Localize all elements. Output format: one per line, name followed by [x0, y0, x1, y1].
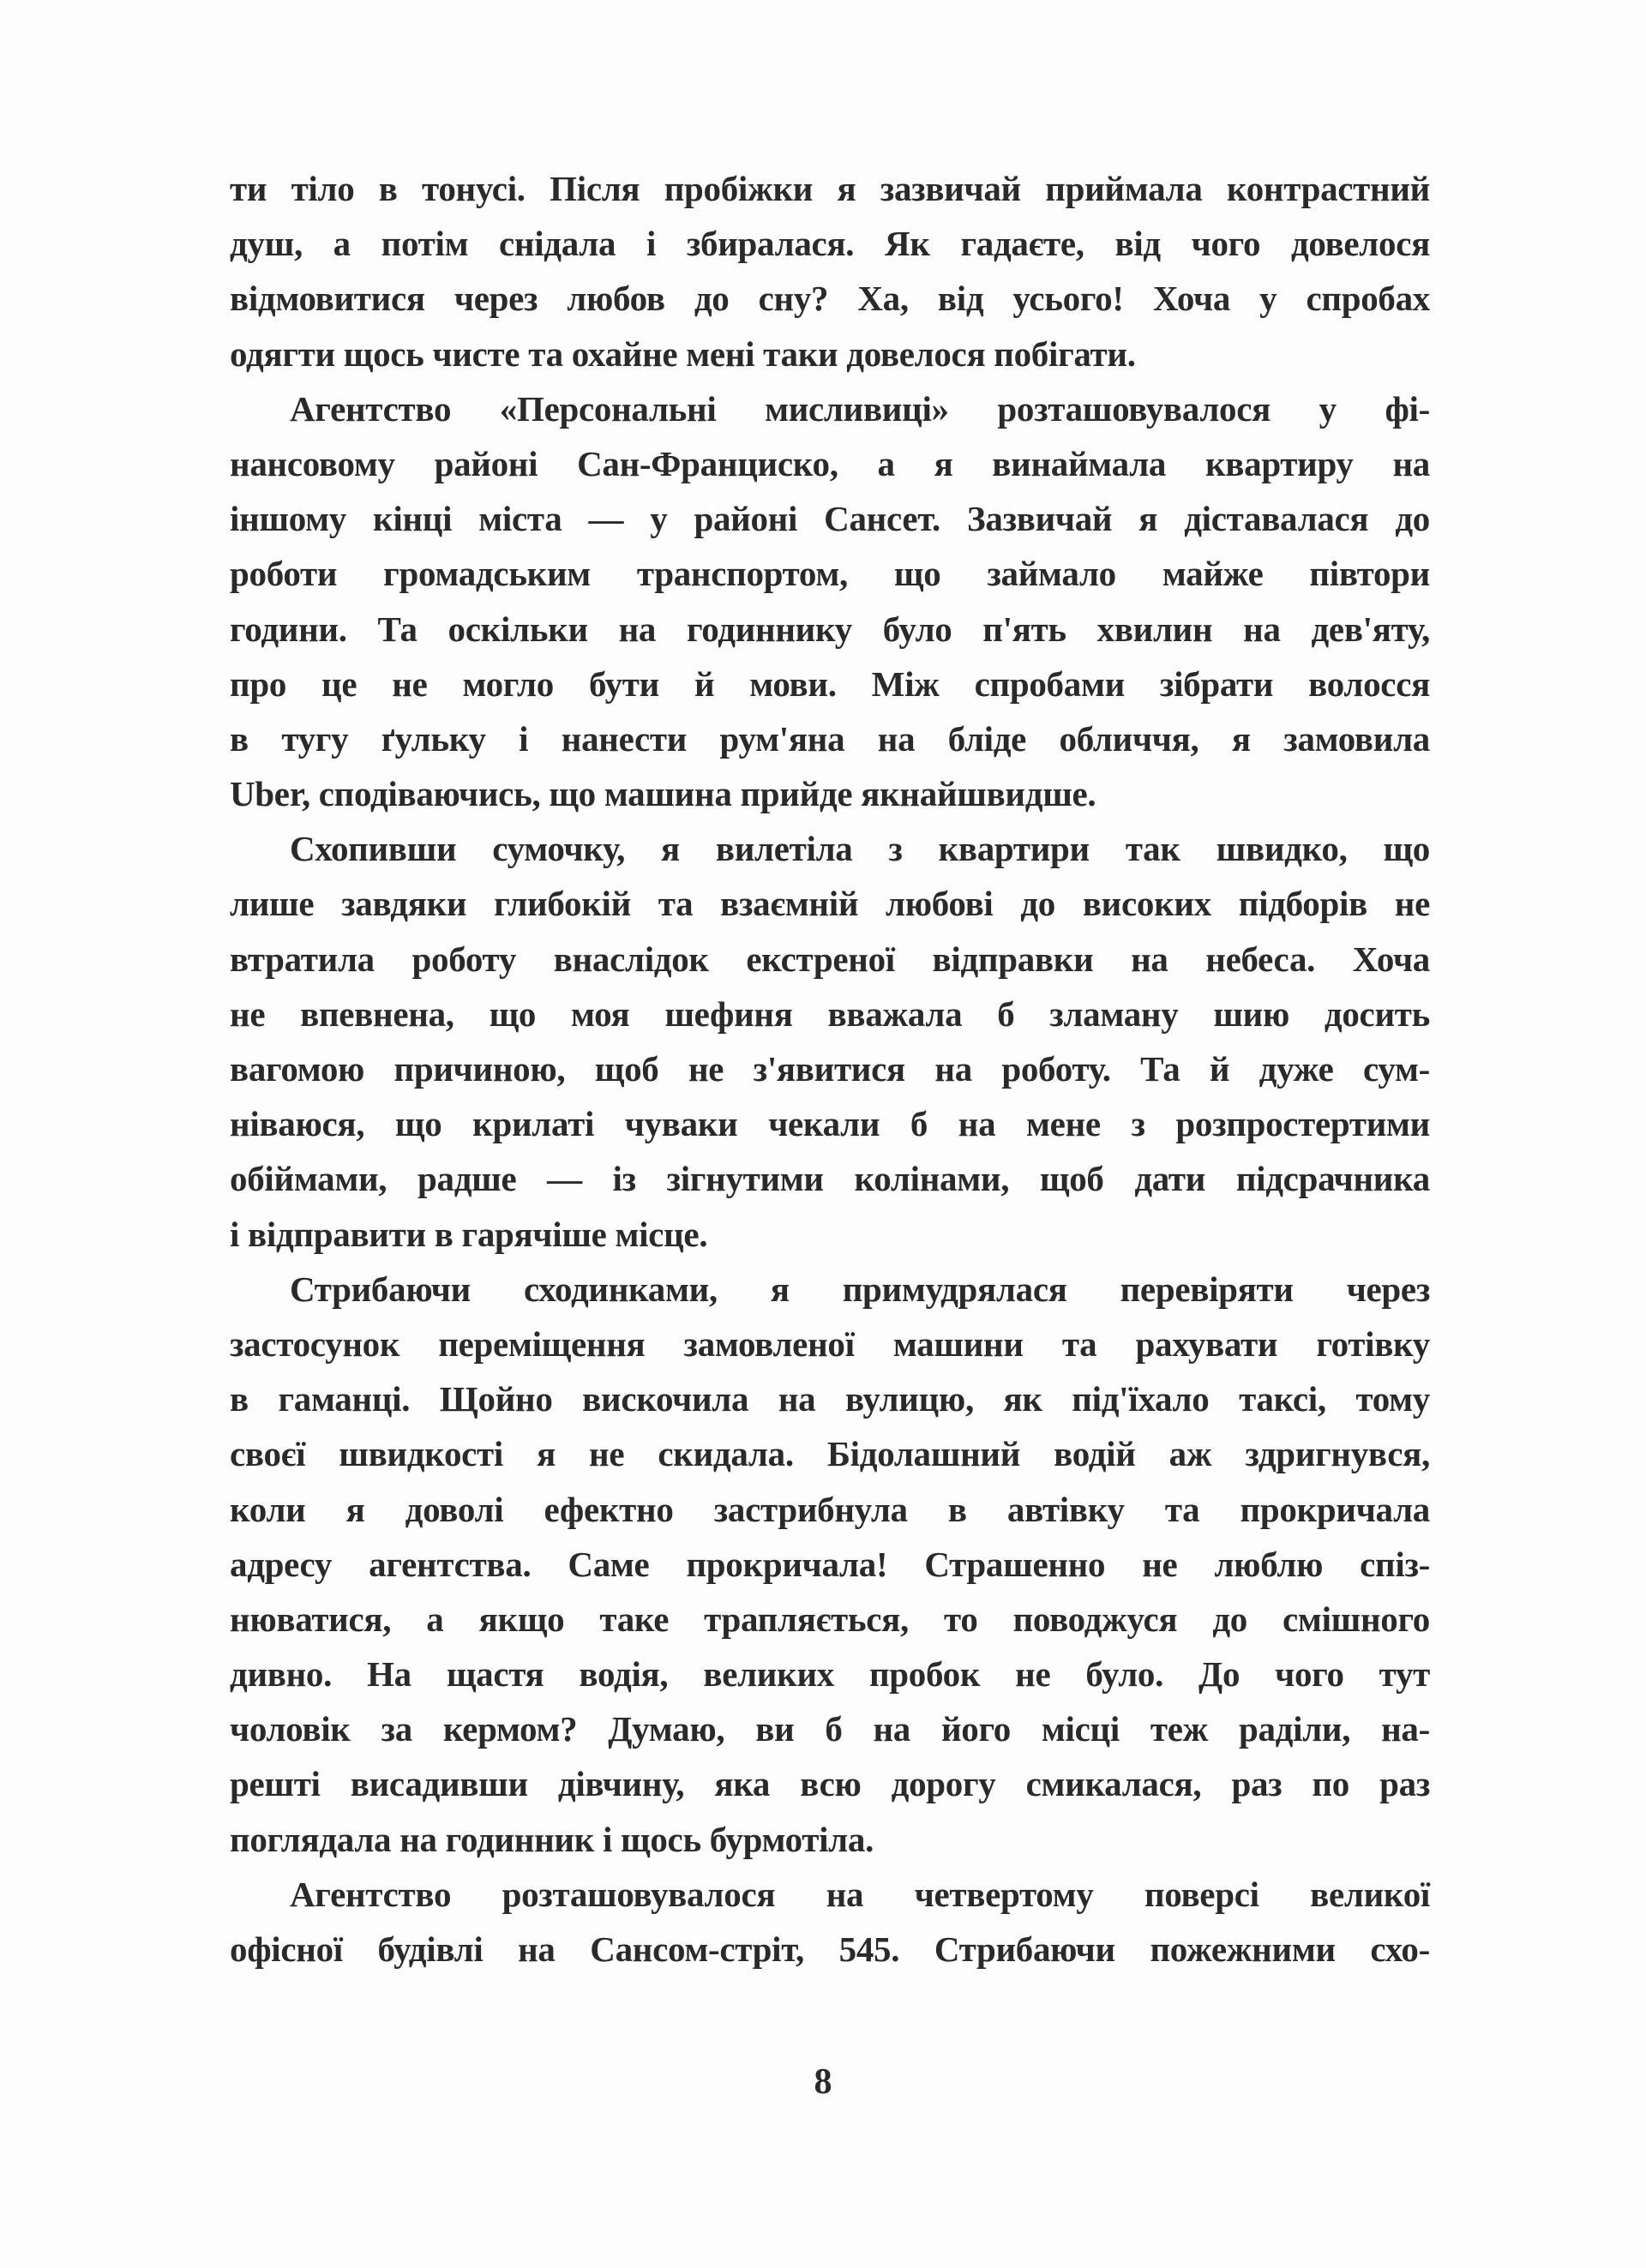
body-text	[230, 161, 1430, 1977]
text-line: адресу агентства. Саме прокричала! Страшенно не люблю спіз-	[230, 1544, 1430, 1584]
text-line: в тугу ґульку і нанести рум'яна на бліде обличчя, я замовила	[230, 718, 1430, 759]
text-line: в гаманці. Щойно вискочила на вулицю, як під'їхало таксі, тому	[230, 1379, 1430, 1419]
paragraph-first-line: Агентство розташовувалося на четвертому поверсі великої	[290, 1874, 1430, 1914]
text-line: нансовому районі Сан-Франциско, а я винаймала квартиру на	[230, 443, 1430, 483]
text-line: дивно. На щастя водія, великих пробок не було. До чого тут	[230, 1654, 1430, 1695]
text-line: коли я доволі ефектно застрибнула в автівку та прокричала	[230, 1489, 1430, 1529]
text-line: поглядала на годинник і щось бурмотіла.	[230, 1819, 874, 1859]
text-line: втратила роботу внаслідок екстреної відправки на небеса. Хоча	[230, 939, 1430, 979]
paragraph-first-line: Стрибаючи сходинками, я примудрялася перевіряти через	[290, 1269, 1430, 1309]
text-line: лише завдяки глибокій та взаємній любові до високих підборів не	[230, 884, 1430, 924]
text-line: ти тіло в тонусі. Після пробіжки я зазвичай приймала контрастний	[230, 169, 1430, 208]
text-line: і відправити в гарячіше місце.	[230, 1214, 708, 1254]
text-line: про це не могло бути й мови. Між спробами зібрати волосся	[230, 663, 1430, 704]
paragraph-first-line: Схопивши сумочку, я вилетіла з квартири так швидко, що	[290, 829, 1430, 869]
text-line: одягти щось чисте та охайне мені таки довелося побігати.	[230, 333, 1136, 374]
text-line: решті висадивши дівчину, яка всю дорогу смикалася, раз по раз	[230, 1764, 1430, 1804]
text-line: вагомою причиною, щоб не з'явитися на роботу. Та й дуже сум-	[230, 1049, 1430, 1089]
paragraph-first-line: Агентство «Персональні мисливиці» розташовувалося у фі-	[290, 388, 1430, 429]
text-line: обіймами, радше — із зігнутими колінами, щоб дати підсрачника	[230, 1159, 1430, 1199]
text-line: ніваюся, що крилаті чуваки чекали б на мене з розпростертими	[230, 1104, 1430, 1144]
text-line: своєї швидкості я не скидала. Бідолашний водій аж здригнувся,	[230, 1434, 1430, 1474]
text-line: роботи громадським транспортом, що займало майже півтори	[230, 554, 1430, 594]
text-line: нюватися, а якщо таке трапляється, то поводжуся до смішного	[230, 1599, 1430, 1639]
text-line: застосунок переміщення замовленої машини та рахувати готівку	[230, 1323, 1430, 1364]
text-line: іншому кінці міста — у районі Сансет. Зазвичай я діставалася до	[230, 499, 1430, 539]
text-line: душ, а потім снідала і збиралася. Як гадаєте, від чого довелося	[230, 224, 1430, 264]
text-line: чоловік за кермом? Думаю, ви б на його місці теж раділи, на-	[230, 1709, 1430, 1749]
page-number: 8	[814, 2062, 832, 2102]
text-line: не впевнена, що моя шефиня вважала б зламану шию досить	[230, 993, 1430, 1034]
text-line: години. Та оскільки на годиннику було п'ять хвилин на дев'яту,	[230, 609, 1430, 649]
text-line: відмовитися через любов до сну? Ха, від усього! Хоча у спробах	[230, 279, 1430, 319]
text-line: Uber, сподіваючись, що машина прийде якнайшвидше.	[230, 774, 1096, 814]
text-line: офісної будівлі на Сансом-стріт, 545. Стрибаючи пожежними схо-	[230, 1929, 1430, 1969]
